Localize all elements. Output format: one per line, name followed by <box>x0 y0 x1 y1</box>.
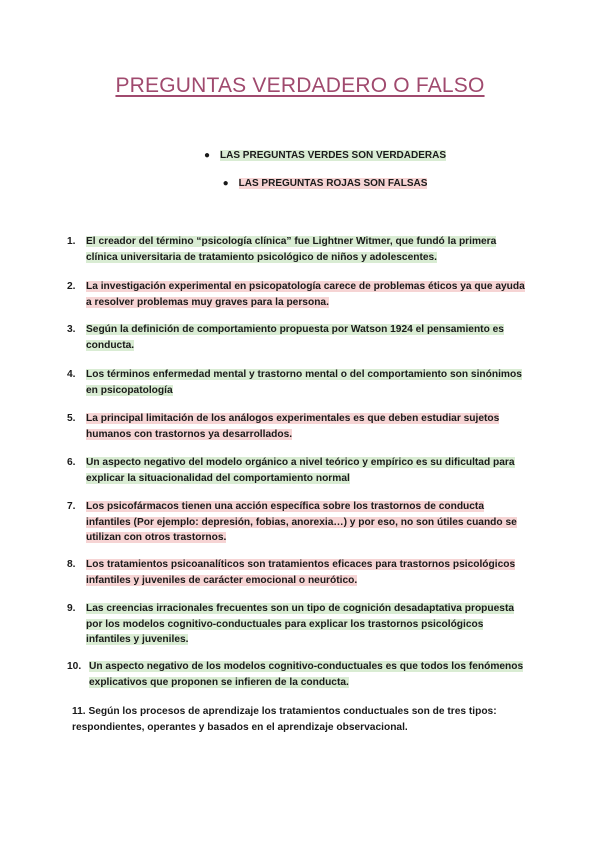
question-text: Los psicofármacos tienen una acción específica sobre los trastornos de conducta infantiles (Por ejemplo: depresión, fobias, anorexia…) y por eso, no son útiles cuando se utilizan con otros trastornos. <box>86 501 517 544</box>
bullet-icon: ● <box>222 178 229 189</box>
question-text: El creador del término “psicología clínica” fue Lightner Witmer, que fundó la primera clínica universitaria de tratamiento psicológico de niños y adolescentes. <box>86 236 497 263</box>
question-5 <box>67 411 527 442</box>
question-text: Las creencias irracionales frecuentes son un tipo de cognición desadaptativa propuesta por los modelos cognitivo-conductuales para explicar los trastornos psicológicos infantiles y juveniles. <box>86 603 515 646</box>
legend-false <box>0 178 600 189</box>
question-text: Según la definición de comportamiento propuesta por Watson 1924 el pensamiento es conducta. <box>86 324 504 351</box>
question-number: 3. <box>67 324 76 335</box>
question-text: Los términos enfermedad mental y trastorno mental o del comportamiento son sinónimos en psicopatología <box>86 369 522 396</box>
question-number: 10. <box>67 661 82 672</box>
question-3 <box>67 322 527 353</box>
question-text: Los tratamientos psicoanalíticos son tratamientos eficaces para trastornos psicológicos infantiles y juveniles de carácter emocional o neurótico. <box>86 559 516 586</box>
question-number: 4. <box>67 369 76 380</box>
question-number: 1. <box>67 236 76 247</box>
question-2 <box>67 279 527 310</box>
question-number: 7. <box>67 501 76 512</box>
question-8 <box>67 557 527 588</box>
question-text: La principal limitación de los análogos experimentales es que deben estudiar sujetos humanos con trastornos ya desarrollados. <box>86 413 500 440</box>
question-10 <box>67 659 527 690</box>
question-1 <box>67 234 527 265</box>
legend-true <box>0 150 600 161</box>
question-11 <box>72 704 527 735</box>
question-6 <box>67 455 527 486</box>
question-text: Según los procesos de aprendizaje los tratamientos conductuales son de tres tipos: respondientes, operantes y basados en el aprendizaje observacional. <box>72 706 497 733</box>
question-number: 2. <box>67 281 76 292</box>
question-number: 11. <box>72 706 86 717</box>
question-4 <box>67 367 527 398</box>
question-number: 6. <box>67 457 76 468</box>
question-number: 5. <box>67 413 76 424</box>
question-text: La investigación experimental en psicopatología carece de problemas éticos ya que ayuda a resolver problemas muy graves para la persona. <box>86 281 525 308</box>
question-9 <box>67 601 527 648</box>
question-number: 9. <box>67 603 76 614</box>
page-title: PREGUNTAS VERDADERO O FALSO <box>115 74 485 97</box>
bullet-icon: ● <box>203 150 211 161</box>
question-text: Un aspecto negativo de los modelos cognitivo-conductuales es que todos los fenómenos explicativos que proponen se infieren de la conducta. <box>89 661 524 688</box>
legend-true-label: LAS PREGUNTAS VERDES SON VERDADERAS <box>220 150 446 161</box>
question-7 <box>67 499 527 546</box>
question-text: Un aspecto negativo del modelo orgánico a nivel teórico y empírico es su dificultad para explicar la situacionalidad del comportamiento normal <box>86 457 515 484</box>
question-number: 8. <box>67 559 76 570</box>
legend-false-label: LAS PREGUNTAS ROJAS SON FALSAS <box>238 178 428 189</box>
